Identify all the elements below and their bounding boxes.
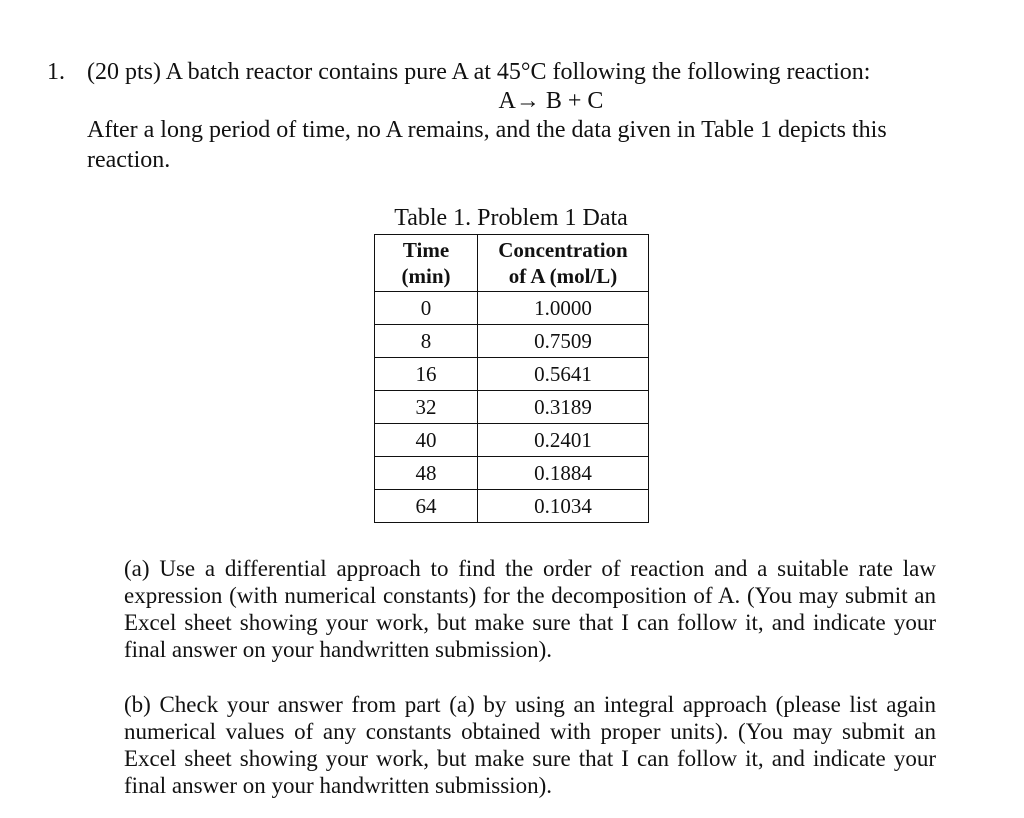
time-cell: 16 [375, 358, 478, 391]
part-a-question: (a) Use a differential approach to find the order of reaction and a suitable rate law expression (with numerical constants) for the decomposition of A. (You may submit an Excel sheet showing your work, but make sure that I can follow it, and indicate your final answer on your handwritten submission). [124, 556, 936, 662]
header-concentration [478, 235, 649, 292]
header-time-line2: (min) [401, 264, 451, 288]
table-row [375, 391, 649, 424]
header-time [375, 235, 478, 292]
table-row [375, 457, 649, 490]
time-cell: 32 [375, 391, 478, 424]
table-row [375, 358, 649, 391]
time-cell: 48 [375, 457, 478, 490]
problem-statement-line1: (20 pts) A batch reactor contains pure A at 45°C following the following reaction: [87, 59, 871, 85]
table-row [375, 424, 649, 457]
table-row [375, 325, 649, 358]
time-cell: 40 [375, 424, 478, 457]
table-row [375, 292, 649, 325]
time-cell: 8 [375, 325, 478, 358]
time-cell: 0 [375, 292, 478, 325]
header-concentration-line1: Concentration [498, 238, 628, 262]
problem-statement-line2: After a long period of time, no A remains, and the data given in Table 1 depicts this reaction. [87, 117, 887, 173]
concentration-cell: 0.7509 [478, 325, 649, 358]
data-table [374, 234, 649, 523]
concentration-cell: 0.2401 [478, 424, 649, 457]
table-caption: Table 1. Problem 1 Data [394, 205, 628, 231]
reaction-equation: A→ B + C [498, 88, 604, 114]
concentration-cell: 0.1034 [478, 490, 649, 523]
concentration-cell: 1.0000 [478, 292, 649, 325]
table-header-row [375, 235, 649, 292]
table-row [375, 490, 649, 523]
concentration-cell: 0.1884 [478, 457, 649, 490]
problem-number: 1. [47, 59, 65, 85]
header-time-line1: Time [402, 238, 450, 262]
concentration-cell: 0.5641 [478, 358, 649, 391]
header-concentration-line2: of A (mol/L) [508, 264, 618, 288]
part-b-question: (b) Check your answer from part (a) by using an integral approach (please list again numerical values of any constants obtained with proper units). (You may submit an Excel sheet showing your work, but make sure that I can follow it, and indicate your final answer on your handwritten submission). [124, 692, 936, 798]
time-cell: 64 [375, 490, 478, 523]
concentration-cell: 0.3189 [478, 391, 649, 424]
